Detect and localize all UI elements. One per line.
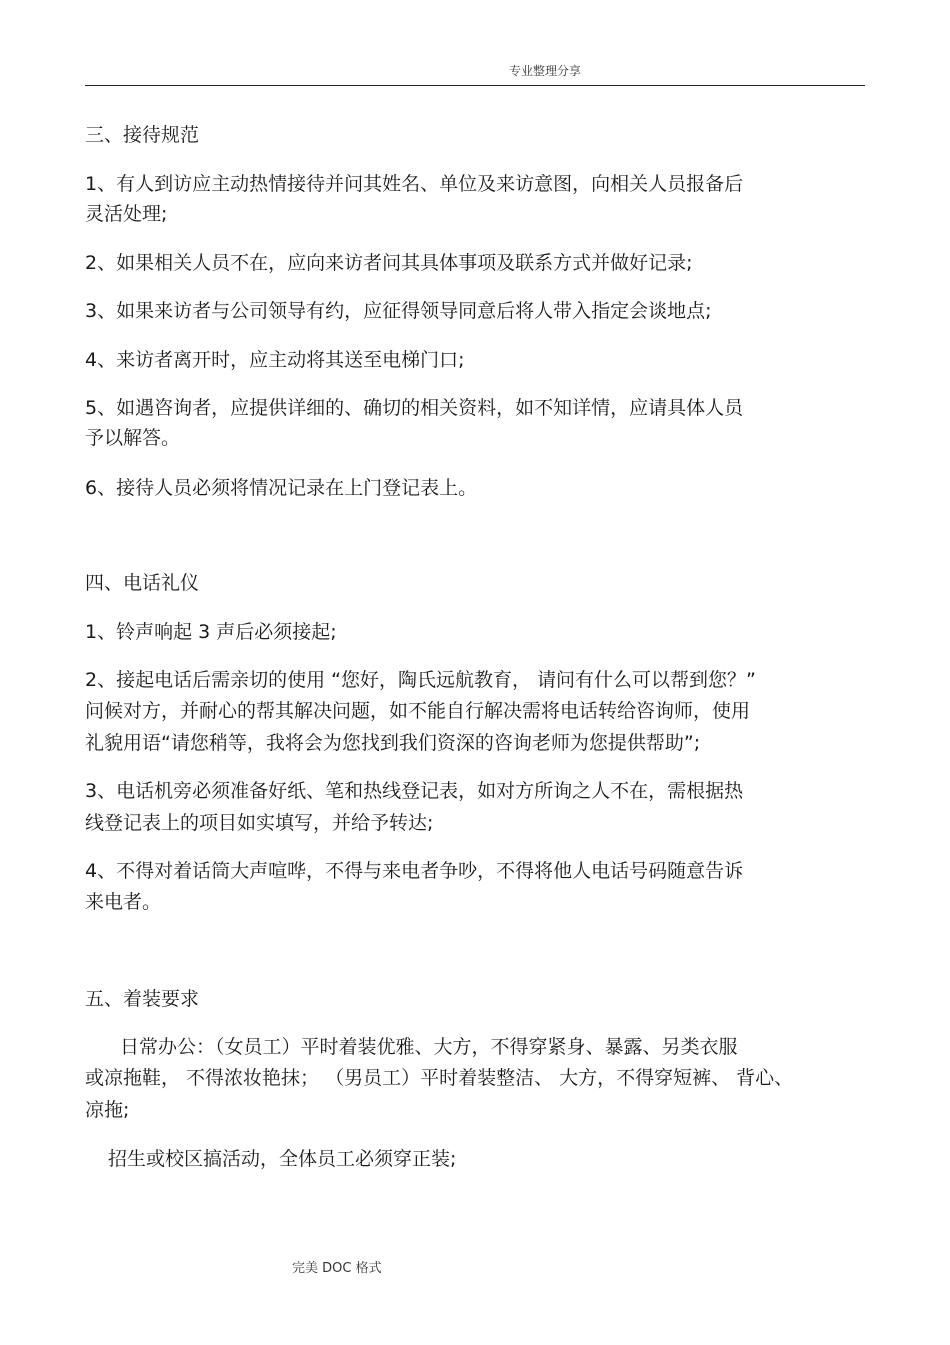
paragraph-line: 日常办公：（女员工）平时着装优雅、大方，不得穿紧身、暴露、另类衣服 [120,1036,738,1058]
list-item-line: 6、接待人员必须将情况记录在上门登记表上。 [85,477,478,499]
list-item-line: 2、如果相关人员不在，应向来访者问其具体事项及联系方式并做好记录; [85,252,693,274]
list-item-line: 4、不得对着话筒大声喧哗，不得与来电者争吵，不得将他人电话号码随意告诉 [85,860,744,882]
list-item-line: 5、如遇咨询者，应提供详细的、确切的相关资料，如不知详情，应请具体人员 [85,397,744,419]
list-item-line: 灵活处理; [85,203,168,225]
section-title: 四、电话礼仪 [85,572,200,594]
list-item-line: 来电者。 [85,891,162,913]
list-item-line: 3、如果来访者与公司领导有约，应征得领导同意后将人带入指定会谈地点; [85,300,712,322]
section-title: 五、着装要求 [85,988,200,1010]
list-item-line: 问候对方，并耐心的帮其解决问题，如不能自行解决需将电话转给咨询师，使用 [85,700,751,722]
header-text: 专业整理分享 [508,64,581,78]
list-item-line: 1、有人到访应主动热情接待并问其姓名、单位及来访意图，向相关人员报备后 [85,173,744,195]
list-item-line: 线登记表上的项目如实填写，并给予转达; [85,812,434,834]
list-item-line: 4、来访者离开时，应主动将其送至电梯门口; [85,349,465,371]
list-item-line: 3、电话机旁必须准备好纸、笔和热线登记表，如对方所询之人不在，需根据热 [85,780,744,802]
list-item-line: 1、铃声响起 3 声后必须接起; [85,621,337,643]
section-title: 三、接待规范 [85,124,200,146]
paragraph-line: 或凉拖鞋， 不得浓妆艳抹； （男员工）平时着装整洁、 大方，不得穿短裤、 背心、 [85,1067,794,1089]
paragraph-line: 招生或校区搞活动，全体员工必须穿正装; [108,1148,457,1170]
header-divider [85,85,865,86]
list-item-line: 予以解答。 [85,427,181,449]
list-item-line: 2、接起电话后需亲切的使用 “您好，陶氏远航教育， 请问有什么可以帮到您？” [85,669,756,691]
list-item-line: 礼貌用语“请您稍等，我将会为您找到我们资深的咨询老师为您提供帮助”; [85,732,701,754]
paragraph-line: 凉拖; [85,1099,130,1121]
page-footer: 完美 DOC 格式 [292,1261,382,1276]
